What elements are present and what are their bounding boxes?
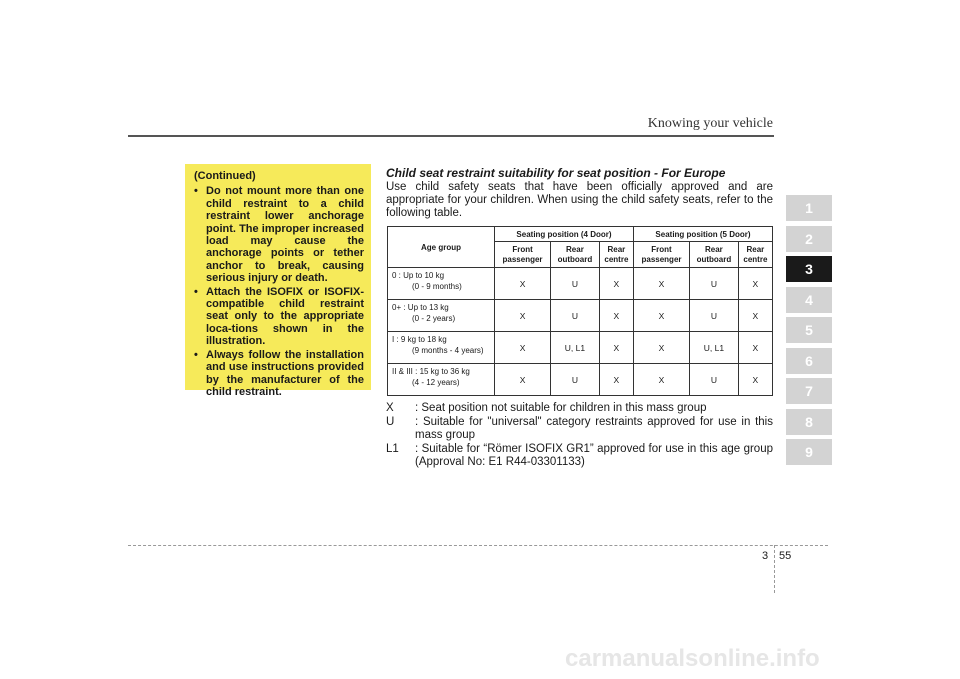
table-cell: X (495, 364, 551, 396)
col-header: Rear outboard (690, 242, 739, 268)
section-title: Child seat restraint suitability for seat position - For Europe (386, 166, 726, 180)
warning-item: • Attach the ISOFIX or ISOFIX-compatible child restraint seat only to the appropriate loca-tions shown in the illustration. (194, 286, 364, 348)
chapter-tab-8[interactable]: 8 (786, 409, 832, 435)
seating-4door-header: Seating position (4 Door) (495, 227, 634, 242)
table-cell: U, L1 (690, 332, 739, 364)
watermark: carmanualsonline.info (565, 645, 820, 672)
chapter-tab-3[interactable]: 3 (786, 256, 832, 282)
table-row (388, 332, 773, 364)
page-chapter: 3 (762, 550, 769, 562)
table-cell: X (495, 300, 551, 332)
table-cell: X (599, 332, 633, 364)
table-row (388, 364, 773, 396)
table-cell: X (633, 364, 689, 396)
table-cell: X (633, 268, 689, 300)
legend (386, 402, 773, 470)
chapter-tab-2[interactable]: 2 (786, 226, 832, 252)
chapter-tab-4[interactable]: 4 (786, 287, 832, 313)
col-header: Rear centre (599, 242, 633, 268)
legend-item: U : Suitable for "universal" category restraints approved for use in this mass group (386, 416, 773, 441)
table-row (388, 300, 773, 332)
table-cell: U (690, 300, 739, 332)
col-header: Front passenger (495, 242, 551, 268)
chapter-tab-5[interactable]: 5 (786, 317, 832, 343)
table-cell: X (599, 300, 633, 332)
intro-text: Use child safety seats that have been officially approved and are appropriate for your children. When using the child safety seats, refer to the following table. (386, 181, 773, 219)
table-cell: X (738, 332, 772, 364)
footer-vertical-divider (774, 545, 775, 593)
row-group: 0+ : Up to 13 kg (0 - 2 years) (388, 300, 495, 332)
suitability-table (387, 226, 773, 396)
table-cell: X (738, 364, 772, 396)
row-group: 0 : Up to 10 kg (0 - 9 months) (388, 268, 495, 300)
table-cell: U (690, 268, 739, 300)
legend-item: X : Seat position not suitable for children in this mass group (386, 402, 707, 414)
table-cell: X (738, 300, 772, 332)
header-title: Knowing your vehicle (647, 116, 773, 131)
table-cell: X (738, 268, 772, 300)
header-rule (128, 135, 774, 137)
col-header: Front passenger (633, 242, 689, 268)
row-group: I : 9 kg to 18 kg (9 months - 4 years) (388, 332, 495, 364)
col-header: Rear outboard (551, 242, 600, 268)
warning-box (185, 164, 371, 398)
warning-list (194, 185, 364, 398)
table-cell: U (551, 300, 600, 332)
table-cell: U (551, 364, 600, 396)
footer-divider (128, 545, 828, 546)
table-cell: U (690, 364, 739, 396)
row-group: II & III : 15 kg to 36 kg (4 - 12 years) (388, 364, 495, 396)
legend-item: L1 : Suitable for “Römer ISOFIX GR1” approved for use in this age group (Approval No: E1 R44-03301133) (386, 443, 773, 468)
table-row (388, 268, 773, 300)
seating-5door-header: Seating position (5 Door) (633, 227, 772, 242)
chapter-tab-7[interactable]: 7 (786, 378, 832, 404)
warning-continued: (Continued) (194, 170, 256, 182)
chapter-tabs (786, 195, 832, 470)
table-cell: U (551, 268, 600, 300)
chapter-tab-9[interactable]: 9 (786, 439, 832, 465)
table-cell: X (633, 300, 689, 332)
chapter-tab-1[interactable]: 1 (786, 195, 832, 221)
warning-item: • Do not mount more than one child restraint to a child restraint lower anchorage point. The improper increased load may cause the anchorage points or tether anchor to break, causing serious injury or death. (194, 185, 364, 284)
age-group-header: Age group (388, 227, 495, 268)
table-cell: X (495, 268, 551, 300)
table-cell: X (495, 332, 551, 364)
warning-item: • Always follow the installation and use instructions provided by the manufacturer of the child restraint. (194, 349, 364, 399)
table-cell: X (599, 268, 633, 300)
col-header: Rear centre (738, 242, 772, 268)
page-number: 55 (779, 550, 792, 562)
table-cell: U, L1 (551, 332, 600, 364)
table-cell: X (599, 364, 633, 396)
chapter-tab-6[interactable]: 6 (786, 348, 832, 374)
table-cell: X (633, 332, 689, 364)
